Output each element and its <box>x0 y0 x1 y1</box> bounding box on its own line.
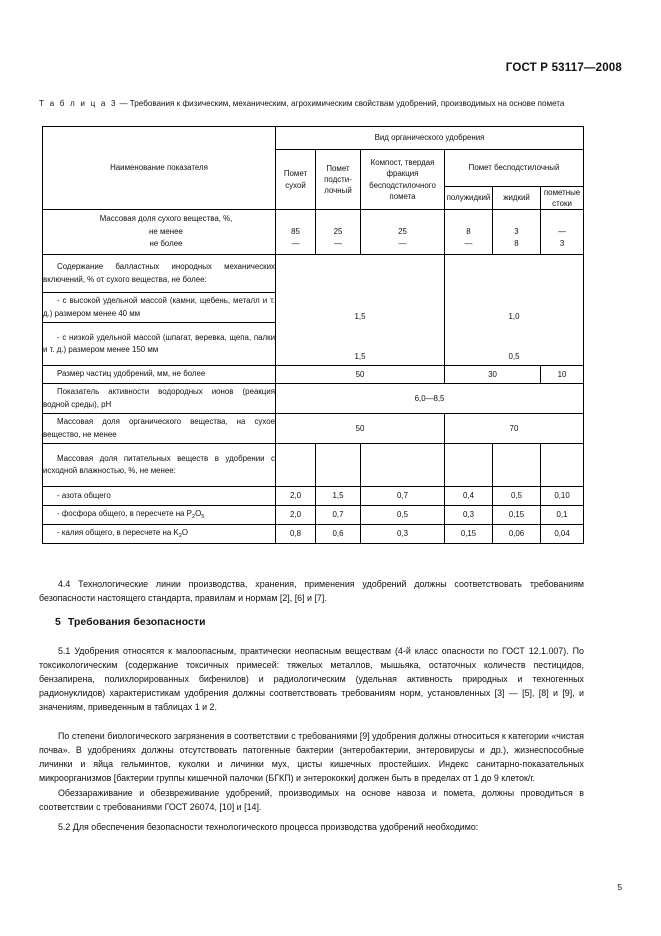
section-heading-5-title: Требования безопасности <box>67 617 206 628</box>
row-label-line-1: Массовая доля сухого вещества, %, <box>99 214 233 224</box>
paragraph-disinfect-block <box>39 786 584 814</box>
cell-value-min: — <box>558 226 566 236</box>
cell-ballast-high-density-left: 1,5 <box>354 312 366 321</box>
cell-dry-matter-compost <box>361 210 445 255</box>
cell-ballast-low-density-right: 0,5 <box>508 351 520 361</box>
paragraph-4-4: 4.4 Технологические линии производства, хранения, применения удобрений должны соответствовать требованиям безопасности настоящего стандарта, правилам и нормам [2], [6] и [7]. <box>39 579 584 604</box>
cell-nutrients-header-runoff <box>541 444 584 487</box>
table-caption-label: Т а б л и ц а 3 <box>39 99 118 108</box>
header-col-manure-runoff: пометные стоки <box>541 186 584 209</box>
cell-dry-matter-litter <box>316 210 361 255</box>
cell-potassium-runoff: 0,04 <box>541 525 584 544</box>
paragraph-5-1-block <box>39 644 584 714</box>
row-label-line-2: не менее <box>149 226 183 236</box>
row-label-organic-matter: Массовая доля органического вещества, на сухое вещество, не менее <box>43 414 276 444</box>
cell-value-min: 8 <box>466 226 471 236</box>
cell-ph-value: 6,0—8,5 <box>276 384 584 414</box>
row-label-phosphorus-sub2: 5 <box>201 513 205 520</box>
section-heading-5 <box>55 617 206 628</box>
header-indicator-name: Наименование показателя <box>43 127 276 210</box>
row-label-potassium <box>43 525 276 544</box>
cell-dry-matter-liquid <box>493 210 541 255</box>
page-number: 5 <box>617 882 622 892</box>
table-row-organic-matter <box>43 414 584 444</box>
table-caption-text: — Требования к физическим, механическим, агрохимическим свойствам удобрений, производимых на основе помета <box>117 99 565 108</box>
header-col-liquid: жидкий <box>493 186 541 209</box>
header-fertilizer-type: Вид органического удобрения <box>276 127 584 150</box>
cell-nitrogen-litter: 1,5 <box>316 487 361 506</box>
cell-nutrients-header-semiliquid <box>445 444 493 487</box>
cell-value-max: — <box>398 239 407 248</box>
standard-identifier: ГОСТ Р 53117—2008 <box>505 62 622 74</box>
cell-ballast-group-right <box>445 255 584 366</box>
cell-particle-size-group2: 30 <box>445 366 541 384</box>
row-label-potassium-text: - калия общего, в пересчете на K <box>57 528 179 538</box>
cell-potassium-semiliquid: 0,15 <box>445 525 493 544</box>
row-label-particle-size: Размер частиц удобрений, мм, не более <box>43 366 276 384</box>
row-label-ballast-low-density: - с низкой удельной массой (шпагат, веревка, щепа, палки и т. д.) размером менее 150 мм <box>43 323 276 366</box>
cell-nitrogen-runoff: 0,10 <box>541 487 584 506</box>
table-row-ballast-header <box>43 255 584 293</box>
cell-nitrogen-liquid: 0,5 <box>493 487 541 506</box>
row-label-phosphorus-text: - фосфора общего, в пересчете на P <box>57 509 192 519</box>
requirements-table <box>42 126 584 544</box>
row-label-ballast-high-density: - с высокой удельной массой (камни, щебень, металл и т. д.) размером менее 40 мм <box>43 293 276 323</box>
cell-dry-matter-semiliquid <box>445 210 493 255</box>
table-row-nutrients-header <box>43 444 584 487</box>
table-row-ph <box>43 384 584 414</box>
row-label-potassium-mid: O <box>181 528 189 538</box>
row-label-phosphorus <box>43 506 276 525</box>
row-label-potassium-sub1: 2 <box>178 532 182 539</box>
cell-nutrients-header-dry <box>276 444 316 487</box>
cell-potassium-liquid: 0,06 <box>493 525 541 544</box>
cell-organic-matter-right: 70 <box>445 414 584 444</box>
cell-phosphorus-runoff: 0,1 <box>541 506 584 525</box>
cell-ballast-high-density-right: 1,0 <box>508 312 520 321</box>
table-header-row-group <box>43 127 584 150</box>
cell-particle-size-group3: 10 <box>541 366 584 384</box>
cell-ballast-group-left <box>276 255 445 366</box>
cell-nitrogen-compost: 0,7 <box>361 487 445 506</box>
cell-nutrients-header-litter <box>316 444 361 487</box>
cell-value-min: 85 <box>291 226 300 236</box>
cell-potassium-dry: 0,8 <box>276 525 316 544</box>
row-label-ballast: Содержание балластных инородных механических включений, % от сухого вещества, не более: <box>43 255 276 293</box>
cell-phosphorus-litter: 0,7 <box>316 506 361 525</box>
cell-potassium-compost: 0,3 <box>361 525 445 544</box>
header-col-litterless-group: Помет бесподстилочный <box>445 150 584 187</box>
row-label-phosphorus-mid: O <box>195 509 202 519</box>
row-label-ph: Показатель активности водородных ионов (реакция водной среды), рН <box>43 384 276 414</box>
cell-value-max: 8 <box>514 239 519 248</box>
cell-organic-matter-left: 50 <box>276 414 445 444</box>
cell-value-min: 25 <box>398 226 407 236</box>
header-col-semiliquid: полужидкий <box>445 186 493 209</box>
header-col-dry-manure: Помет сухой <box>276 150 316 210</box>
cell-value-max: — <box>334 239 342 248</box>
paragraph-bio-block <box>39 729 584 785</box>
cell-particle-size-group1: 50 <box>276 366 445 384</box>
table-row-particle-size <box>43 366 584 384</box>
section-heading-5-number: 5 <box>55 617 61 628</box>
cell-phosphorus-semiliquid: 0,3 <box>445 506 493 525</box>
ballast-values-left <box>276 255 444 365</box>
cell-nutrients-header-compost <box>361 444 445 487</box>
paragraph-5-2-block <box>39 820 584 834</box>
cell-phosphorus-dry: 2,0 <box>276 506 316 525</box>
cell-ballast-low-density-left: 1,5 <box>354 351 366 361</box>
table-row-nitrogen <box>43 487 584 506</box>
row-label-nitrogen: - азота общего <box>43 487 276 506</box>
table-row-potassium <box>43 525 584 544</box>
header-col-compost: Компост, твердая фракция бесподстилочного помета <box>361 150 445 210</box>
paragraph-5-2: 5.2 Для обеспечения безопасности технологического процесса производства удобрений необходимо: <box>58 822 479 832</box>
row-label-phosphorus-sub1: 2 <box>191 513 196 520</box>
ballast-values-right <box>445 255 583 365</box>
paragraph-biological-contamination: По степени биологического загрязнения в соответствии с требованиями [9] удобрения должны относиться к категории «чистая почва». В удобрениях должны отсутствовать патогенные бактерии (энтеробактерии, энтеровирусы и др.), жизнеспособные личинки и яйца гельминтов, куколки и личинки мух, цисты кишечных простейших. Индекс санитарно-показательных микроорганизмов [бактерии группы кишечной палочки (БГКП) и энтерококки] должен быть в пределах от 1 до 9 клеток/г. <box>39 731 584 784</box>
table-row-phosphorus <box>43 506 584 525</box>
paragraph-5-1: 5.1 Удобрения относятся к малоопасным, практически неопасным веществам (4-й класс опасности по ГОСТ 12.1.007). По токсикологическим (содержание токсичных примесей: тяжелых металлов, мышьяка, остаточных количеств пестицидов, бензапирена, полихлорированных бифенилов) и радиологическим (удельная активность природных и техногенных радионуклидов) характеристикам удобрения должны соответствовать требованиям норм, установленных [3] — [5], [8] и [9], и значениям, приведенным в таблицах 1 и 2. <box>39 646 584 713</box>
cell-dry-matter-dry <box>276 210 316 255</box>
table-row-dry-matter <box>43 210 584 255</box>
row-label-line-3: не более <box>149 239 183 249</box>
cell-nutrients-header-liquid <box>493 444 541 487</box>
cell-phosphorus-compost: 0,5 <box>361 506 445 525</box>
header-col-litter-manure: Помет подстилочный <box>316 150 361 210</box>
cell-value-min: 3 <box>514 226 519 236</box>
paragraph-disinfection: Обеззараживание и обезвреживание удобрений, производимых на основе навоза и помета, должны проводиться в соответствии с требованиями ГОСТ 26074, [10] и [14]. <box>39 788 584 813</box>
cell-value-max: — <box>291 239 300 248</box>
cell-value-max: 3 <box>559 239 565 248</box>
cell-dry-matter-runoff <box>541 210 584 255</box>
cell-nitrogen-semiliquid: 0,4 <box>445 487 493 506</box>
cell-nitrogen-dry: 2,0 <box>276 487 316 506</box>
table-caption <box>39 97 584 111</box>
cell-phosphorus-liquid: 0,15 <box>493 506 541 525</box>
cell-value-max: — <box>464 239 473 248</box>
paragraph-4-4-block <box>39 577 584 605</box>
row-label-dry-matter <box>43 210 276 255</box>
cell-potassium-litter: 0,6 <box>316 525 361 544</box>
row-label-nutrients: Массовая доля питательных веществ в удобрении с исходной влажностью, %, не менее: <box>43 444 276 487</box>
cell-value-min: 25 <box>333 226 343 236</box>
